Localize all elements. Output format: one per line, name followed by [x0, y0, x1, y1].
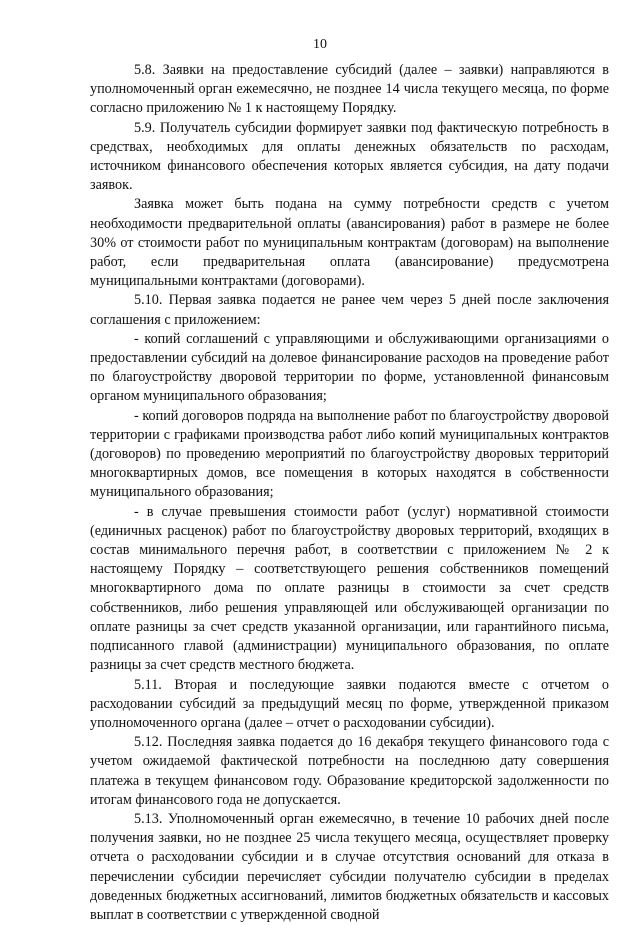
- list-item-contracts: - копий договоров подряда на выполнение работ по благоустройству дворовой территории с графиками производства работ либо копий муниципальных контрактов (договоров) по проведению мероприятий по благоустройству дворовых территорий многоквартирных домов, все помещения в которых находятся в собственности муниципального образования;: [90, 407, 609, 501]
- paragraph-5-10: 5.10. Первая заявка подается не ранее чем через 5 дней после заключения соглашения с приложением:: [90, 292, 609, 328]
- paragraph-5-12: 5.12. Последняя заявка подается до 16 декабря текущего финансового года с учетом ожидаемой фактической потребности на последнюю дату совершения платежа в текущем финансовом году. Образование кредиторской задолженности по итогам финансового года не допускается.: [90, 734, 609, 808]
- paragraph-5-8: 5.8. Заявки на предоставление субсидий (далее – заявки) направляются в уполномоченный орган ежемесячно, не позднее 14 числа текущего месяца, по форме согласно приложению № 1 к настоящему Порядку.: [90, 62, 609, 117]
- paragraph-5-13: 5.13. Уполномоченный орган ежемесячно, в течение 10 рабочих дней после получения заявки, но не позднее 25 числа текущего месяца, осуществляет проверку отчета о расходовании субсидии и в случае отсутствия оснований для отказа в перечислении субсидии перечисляет субсидии получателю субсидии в пределах доведенных бюджетных ассигнований, лимитов бюджетных обязательств и кассовых выплат в соответствии с утвержденной сводной: [90, 810, 609, 923]
- document-body: [90, 61, 609, 925]
- paragraph-5-11: 5.11. Вторая и последующие заявки подаются вместе с отчетом о расходовании субсидий за предыдущий месяц по форме, утвержденной приказом уполномоченного органа (далее – отчет о расходовании субсидии).: [90, 676, 609, 731]
- paragraph-5-9: 5.9. Получатель субсидии формирует заявки под фактическую потребность в средствах, необходимых для оплаты денежных обязательств по расходам, источником финансового обеспечения которых является субсидия, на дату подачи заявок.: [90, 119, 609, 194]
- page-number: 10: [313, 37, 327, 52]
- list-item-agreements: - копий соглашений с управляющими и обслуживающими организациями о предоставлении субсидий на долевое финансирование расходов на проведение работ по благоустройству дворовой территории по форме, установленной финансовым органом муниципального образования;: [90, 330, 609, 405]
- paragraph-advance-payment: Заявка может быть подана на сумму потребности средств с учетом необходимости предварительной оплаты (авансирования) работ в размере не более 30% от стоимости работ по муниципальным контрактам (договорам) на выполнение работ, если предварительная оплата (авансирование) предусмотрена муниципальными контрактами (договорами).: [90, 196, 609, 290]
- list-item-cost-excess: - в случае превышения стоимости работ (услуг) нормативной стоимости (единичных расценок) работ по благоустройству дворовых территорий, входящих в состав минимального перечня работ, в соответствии с приложением № 2 к настоящему Порядку – соответствующего решения собственников помещений многоквартирного дома по оплате разницы в стоимости за счет средств собственников, либо решения управляющей или обслуживающей организации по оплате разницы за счет средств указанной организации, или гарантийного письма, подписанного главой (администрации) муниципального образования, по оплате разницы за счет средств местного бюджета.: [90, 503, 609, 674]
